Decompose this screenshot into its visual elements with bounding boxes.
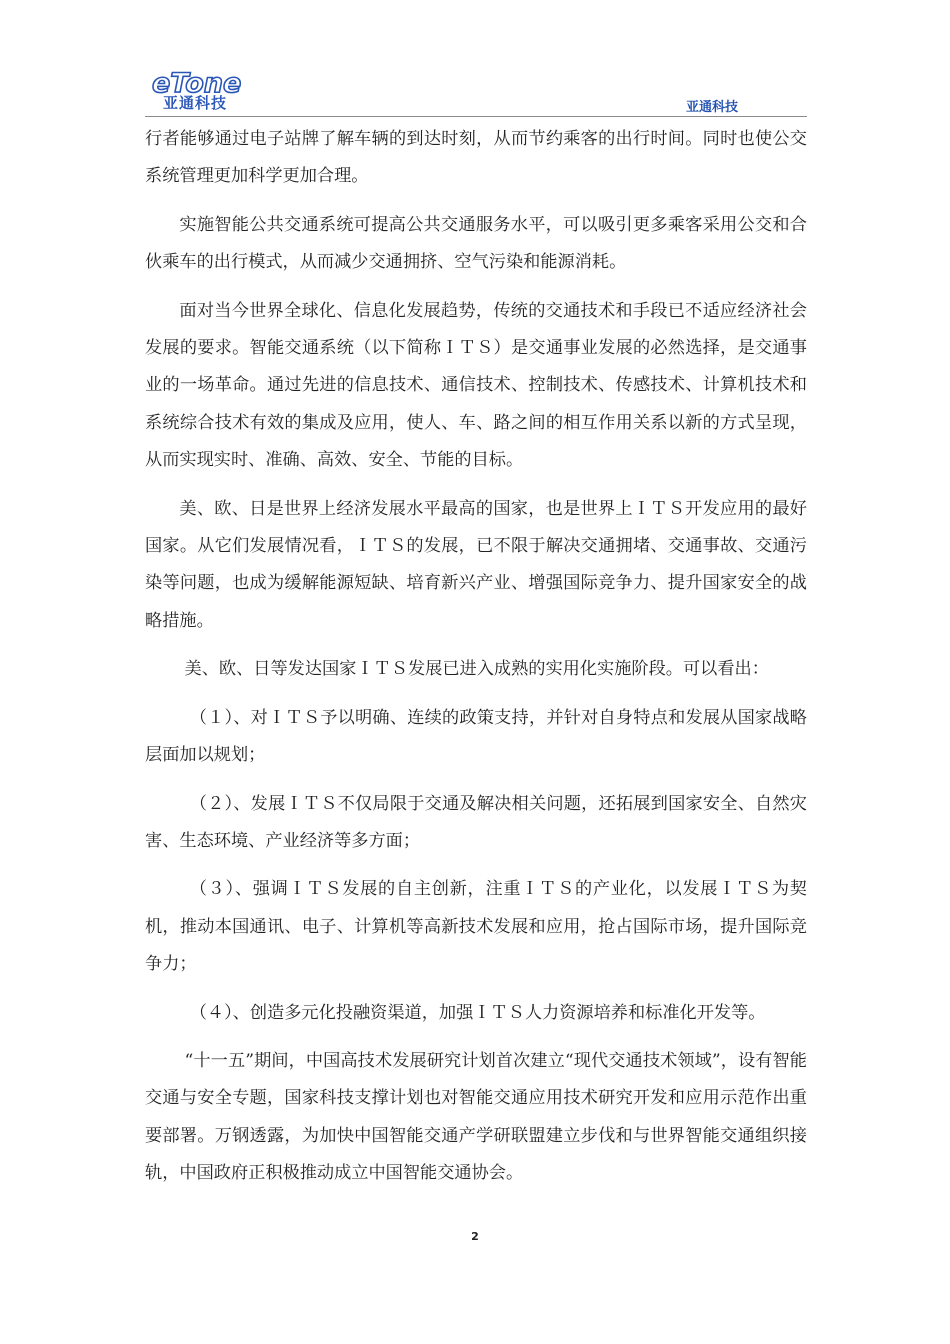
list-item: （１）、对ＩＴＳ予以明确、连续的政策支持，并针对自身特点和发展从国家战略层面加以规划；: [145, 707, 807, 766]
header-divider: [145, 116, 807, 117]
paragraph: 行者能够通过电子站牌了解车辆的到达时刻，从而节约乘客的出行时间。同时也使公交系统管理更加科学更加合理。: [145, 129, 807, 187]
header-company-name: 亚通科技: [686, 100, 739, 115]
list-item: （２）、发展ＩＴＳ不仅局限于交通及解决相关问题，还拓展到国家安全、自然灾害、生态环境、产业经济等多方面；: [145, 793, 807, 851]
paragraph: 美、欧、日是世界上经济发展水平最高的国家，也是世界上ＩＴＳ开发应用的最好国家。从它们发展情况看，ＩＴＳ的发展，已不限于解决交通拥堵、交通事故、交通污染等问题，也成为缓解能源短缺、培育新兴产业、增强国际竞争力、提升国家安全的战略措施。: [145, 498, 807, 631]
paragraph: “十一五”期间，中国高技术发展研究计划首次建立“现代交通技术领域”，设有智能交通与安全专题，国家科技支撑计划也对智能交通应用技术研究开发和应用示范作出重要部署。万钢透露，为加快中国智能交通产学研联盟建立步伐和与世界智能交通组织接轨，中国政府正积极推动成立中国智能交通协会。: [145, 1050, 807, 1184]
paragraph: 面对当今世界全球化、信息化发展趋势，传统的交通技术和手段已不适应经济社会发展的要求。智能交通系统（以下简称ＩＴＳ）是交通事业发展的必然选择，是交通事业的一场革命。通过先进的信息技术、通信技术、控制技术、传感技术、计算机技术和系统综合技术有效的集成及应用，使人、车、路之间的相互作用关系以新的方式呈现，从而实现实时、准确、高效、安全、节能的目标。: [145, 300, 807, 471]
page-number: 2: [471, 1230, 479, 1243]
paragraph: 实施智能公共交通系统可提高公共交通服务水平，可以吸引更多乘客采用公交和合伙乘车的出行模式，从而减少交通拥挤、空气污染和能源消耗。: [145, 214, 807, 273]
logo-wordmark: eTone: [152, 68, 242, 98]
paragraph: 美、欧、日等发达国家ＩＴＳ发展已进入成熟的实用化实施阶段。可以看出：: [184, 659, 769, 680]
document-body: [145, 121, 807, 1204]
logo-subtitle: 亚通科技: [163, 94, 228, 112]
list-item: （４）、创造多元化投融资渠道，加强ＩＴＳ人力资源培养和标准化开发等。: [189, 1002, 766, 1023]
list-item: （３）、强调ＩＴＳ发展的自主创新，注重ＩＴＳ的产业化，以发展ＩＴＳ为契机，推动本国通讯、电子、计算机等高新技术发展和应用，抢占国际市场，提升国际竞争力；: [145, 879, 807, 975]
